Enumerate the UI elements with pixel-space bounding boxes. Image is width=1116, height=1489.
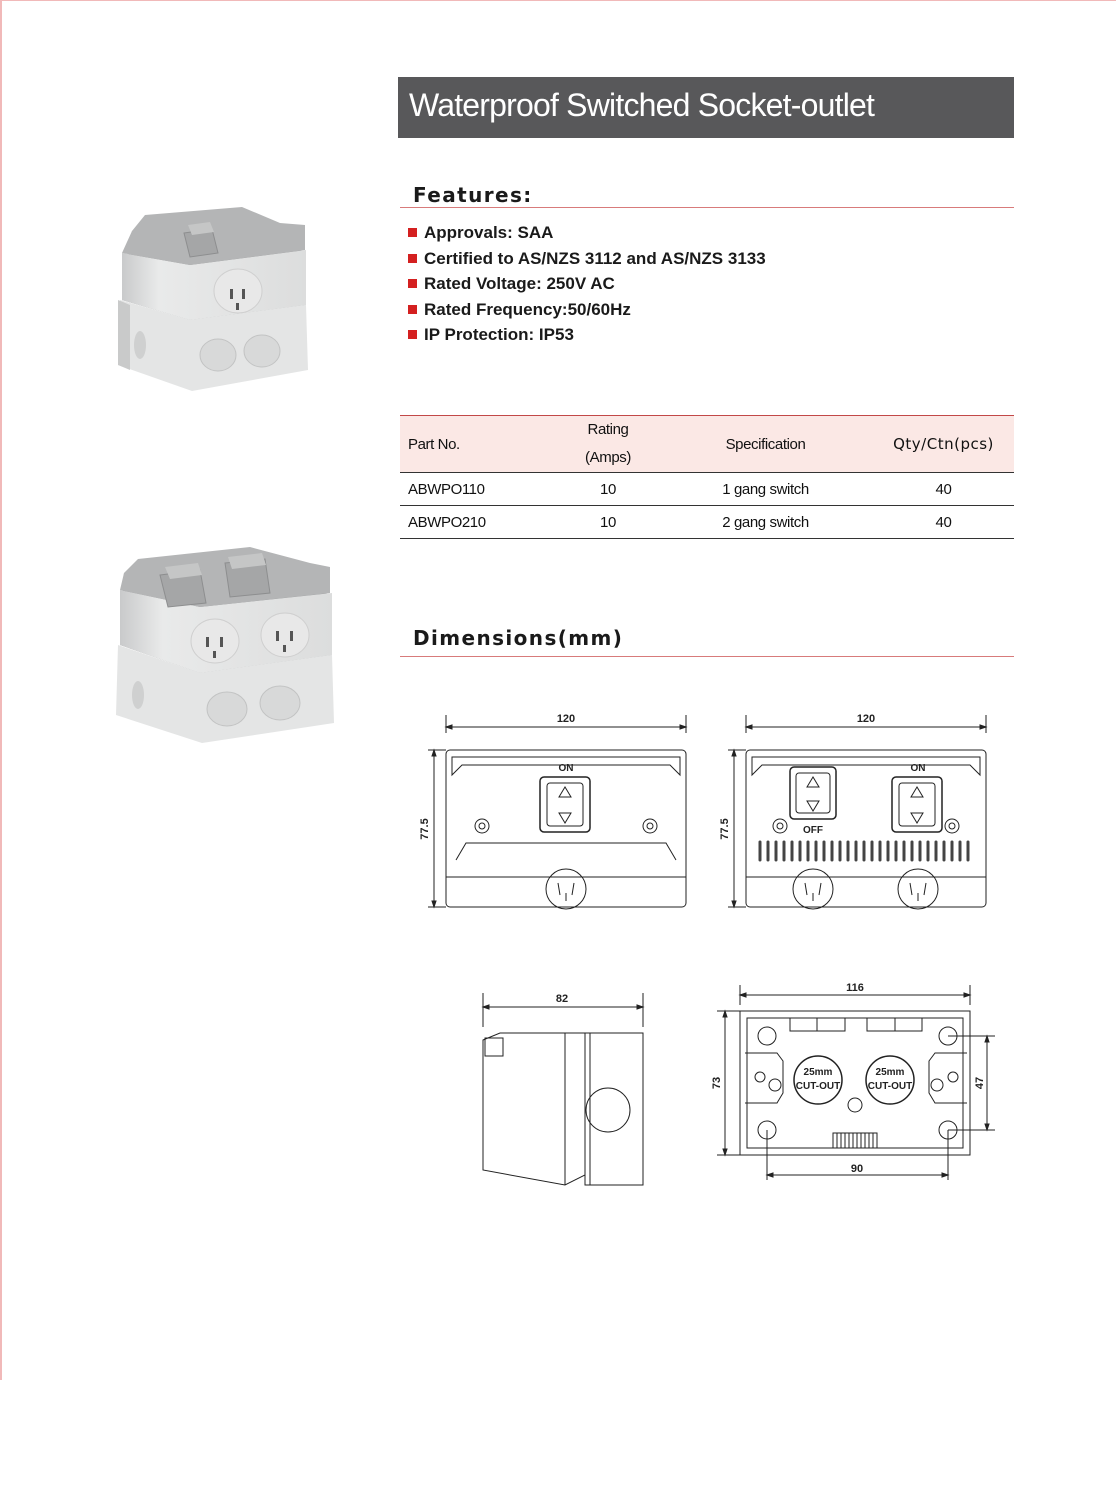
back-width-label: 116 [846,982,864,994]
cell-qty: 40 [873,506,1014,539]
back-height-label: 73 [711,1076,723,1090]
feature-item [408,297,766,323]
feature-text: Rated Frequency:50/60Hz [424,299,631,319]
cell-specification: 2 gang switch [658,506,873,539]
page-border-top [0,0,1116,1]
arrow-down-icon [911,813,923,823]
single-front-drawing [410,705,700,920]
table-row [400,473,1014,506]
feature-item [408,220,766,246]
arrow-down-icon [559,813,571,823]
side-drawing [465,985,665,1195]
cutout-label: CUT-OUT [867,1081,913,1092]
cutout-circle [794,1056,842,1104]
feature-item [408,271,766,297]
bullet-icon [408,254,417,263]
arrow-up-icon [807,777,819,787]
depth-label: 82 [555,993,569,1005]
header-rating-line2: (Amps) [585,449,631,466]
socket-outline [546,869,586,909]
title-bar [398,77,1014,138]
features-rule [400,207,1014,208]
feature-text: Rated Voltage: 250V AC [424,274,615,294]
cell-rating: 10 [558,506,658,539]
cell-specification: 1 gang switch [658,473,873,506]
on-label: ON [910,763,926,774]
features-heading: Features: [413,183,533,207]
table-header-row [400,416,1014,473]
single-socket-photo [110,205,320,395]
cell-part-no: ABWPO110 [400,473,558,506]
header-rating [558,416,658,473]
spec-table [400,415,1014,539]
hole-spacing-v-label: 47 [974,1076,986,1090]
socket-outline [793,869,833,909]
cell-part-no: ABWPO210 [400,506,558,539]
hole-spacing-h-label: 90 [850,1163,864,1175]
cutout-size: 25mm [803,1067,833,1078]
arrow-up-icon [559,787,571,797]
dimensions-heading: Dimensions(mm) [413,626,624,650]
features-list [408,220,766,348]
feature-item [408,246,766,272]
width-label: 120 [556,713,576,725]
width-label: 120 [856,713,876,725]
on-label: ON [558,763,574,774]
bullet-icon [408,279,417,288]
cutout-size: 25mm [875,1067,905,1078]
bullet-icon [408,228,417,237]
dimensions-rule [400,656,1014,657]
cell-qty: 40 [873,473,1014,506]
height-label: 77.5 [719,818,731,840]
double-socket-photo [110,545,340,745]
header-part-no: Part No. [400,416,558,473]
double-front-drawing [710,705,1000,920]
arrow-down-icon [807,801,819,811]
page-title: Waterproof Switched Socket-outlet [409,87,875,123]
off-label: OFF [803,825,823,836]
bullet-icon [408,330,417,339]
cutout-label: CUT-OUT [795,1081,841,1092]
feature-text: Certified to AS/NZS 3112 and AS/NZS 3133 [424,248,766,268]
socket-outline [898,869,938,909]
feature-text: Approvals: SAA [424,223,554,242]
table-row [400,506,1014,539]
header-qty: Qty/Ctn(pcs) [873,416,1014,473]
header-specification: Specification [658,416,873,473]
arrow-up-icon [911,787,923,797]
feature-text: IP Protection: IP53 [424,325,574,345]
knockout-circle [586,1088,630,1132]
back-drawing [705,975,1005,1185]
cutout-circle [866,1056,914,1104]
cell-rating: 10 [558,473,658,506]
header-rating-line1: Rating [587,421,629,438]
height-label: 77.5 [419,818,431,840]
vent-slots [760,842,968,860]
bullet-icon [408,305,417,314]
page-border-left [0,0,2,1380]
feature-item [408,322,766,348]
